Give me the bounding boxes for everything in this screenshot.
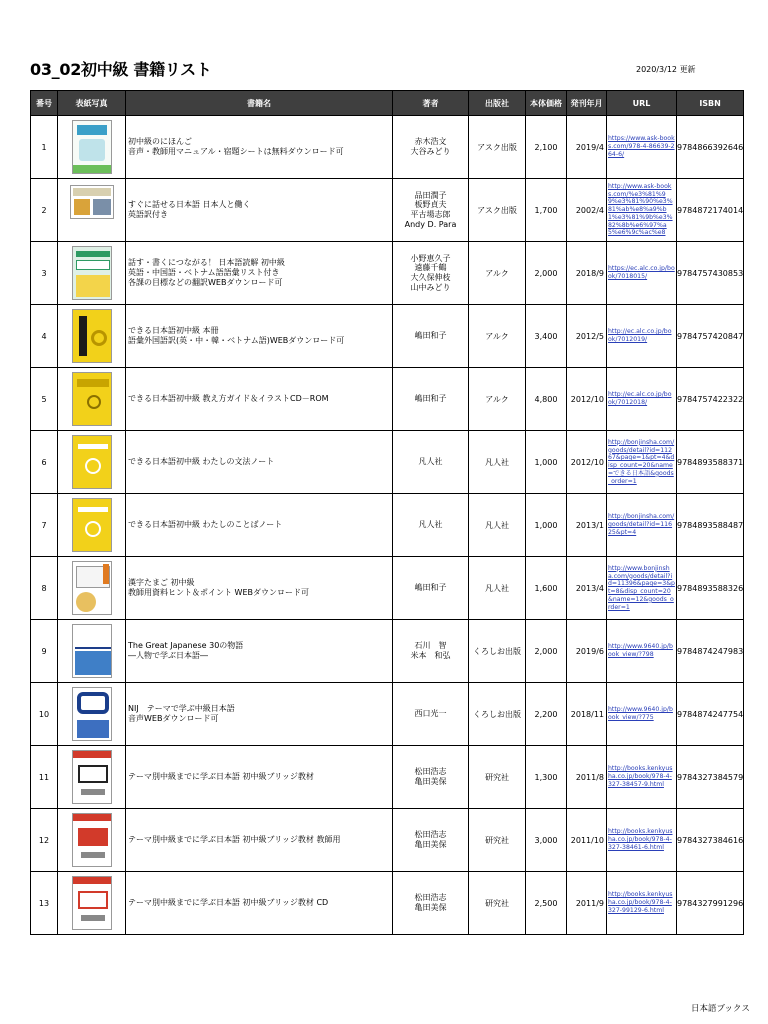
book-cover-2 — [70, 185, 114, 219]
row-number: 9 — [31, 620, 58, 683]
cover-cell — [58, 872, 126, 935]
row-number: 2 — [31, 179, 58, 242]
header-date: 発刊年月 — [567, 91, 607, 116]
row-number: 7 — [31, 494, 58, 557]
book-publisher: アルク — [469, 368, 526, 431]
book-cover-3 — [72, 246, 112, 300]
book-date: 2011/8 — [567, 746, 607, 809]
header-url: URL — [607, 91, 677, 116]
book-publisher: アスク出版 — [469, 179, 526, 242]
book-cover-13 — [72, 876, 112, 930]
book-price: 2,000 — [526, 242, 567, 305]
book-price: 1,000 — [526, 494, 567, 557]
book-date: 2018/9 — [567, 242, 607, 305]
book-isbn: 9784893588326 — [677, 557, 744, 620]
header-cover: 表紙写真 — [58, 91, 126, 116]
book-price: 3,400 — [526, 305, 567, 368]
footer-brand: 日本語ブックス — [691, 1004, 750, 1014]
cover-cell — [58, 620, 126, 683]
book-publisher: くろしお出版 — [469, 620, 526, 683]
book-cover-1 — [72, 120, 112, 174]
row-number: 12 — [31, 809, 58, 872]
table-row — [31, 620, 744, 683]
table-row — [31, 305, 744, 368]
row-number: 4 — [31, 305, 58, 368]
book-url-link[interactable]: http://bonjinsha.com/goods/detail?id=11267&page=1&pt=4&disp_count=20&name=できる日本語&goods_order=1 — [608, 438, 675, 485]
book-list-table — [30, 90, 744, 935]
book-cover-11 — [72, 750, 112, 804]
book-title: 漢字たまご 初中級 教師用資料ヒント＆ポイント WEBダウンロード可 — [126, 557, 393, 620]
book-author: 小野恵久子 遠藤千鶴 大久保伸枝 山中みどり — [393, 242, 469, 305]
book-author: 品田潤子 板野貞夫 平古場志郎 Andy D. Para — [393, 179, 469, 242]
row-number: 13 — [31, 872, 58, 935]
table-row — [31, 746, 744, 809]
table-row — [31, 683, 744, 746]
book-url-link[interactable]: http://www.bonjinsha.com/goods/detail?id=11396&page=3&pt=8&disp_count=20&name=12&goods_order=1 — [608, 564, 675, 611]
book-date: 2019/4 — [567, 116, 607, 179]
book-author: 赤木浩文 大谷みどり — [393, 116, 469, 179]
row-number: 11 — [31, 746, 58, 809]
book-publisher: 研究社 — [469, 746, 526, 809]
table-row — [31, 242, 744, 305]
book-publisher: アスク出版 — [469, 116, 526, 179]
book-cover-9 — [72, 624, 112, 678]
book-price: 4,800 — [526, 368, 567, 431]
book-date: 2018/11 — [567, 683, 607, 746]
book-title: できる日本語初中級 本冊 語彙外国語訳(英・中・韓・ベトナム語)WEBダウンロード可 — [126, 305, 393, 368]
book-price: 1,300 — [526, 746, 567, 809]
book-author: 凡人社 — [393, 431, 469, 494]
cover-cell — [58, 494, 126, 557]
url-cell — [607, 305, 677, 368]
url-cell — [607, 242, 677, 305]
book-url-link[interactable]: https://ec.alc.co.jp/book/7018015/ — [608, 265, 675, 280]
book-date: 2012/5 — [567, 305, 607, 368]
book-isbn: 9784893588371 — [677, 431, 744, 494]
book-author: 西口光一 — [393, 683, 469, 746]
cover-cell — [58, 557, 126, 620]
url-cell — [607, 494, 677, 557]
book-isbn: 9784866392646 — [677, 116, 744, 179]
book-author: 石川 智 米本 和弘 — [393, 620, 469, 683]
book-url-link[interactable]: http://books.kenkyusha.co.jp/book/978-4-327-38457-9.html — [608, 765, 673, 788]
url-cell — [607, 809, 677, 872]
table-row — [31, 431, 744, 494]
url-cell — [607, 683, 677, 746]
table-row — [31, 116, 744, 179]
book-author: 松田浩志 亀田美保 — [393, 809, 469, 872]
book-isbn: 9784893588487 — [677, 494, 744, 557]
book-title: できる日本語初中級 わたしのことばノート — [126, 494, 393, 557]
book-title: できる日本語初中級 わたしの文法ノート — [126, 431, 393, 494]
url-cell — [607, 872, 677, 935]
cover-cell — [58, 683, 126, 746]
book-publisher: アルク — [469, 305, 526, 368]
header-number: 番号 — [31, 91, 58, 116]
book-price: 1,700 — [526, 179, 567, 242]
updated-date: 2020/3/12 更新 — [636, 65, 696, 74]
table-row — [31, 179, 744, 242]
book-cover-6 — [72, 435, 112, 489]
book-url-link[interactable]: http://www.9640.jp/book_view/?798 — [608, 643, 673, 658]
book-title: テーマ別中級までに学ぶ日本語 初中級ブリッジ教材 教師用 — [126, 809, 393, 872]
book-publisher: くろしお出版 — [469, 683, 526, 746]
book-price: 2,100 — [526, 116, 567, 179]
book-cover-10 — [72, 687, 112, 741]
header-publisher: 出版社 — [469, 91, 526, 116]
page-title: 03_02初中級 書籍リスト — [30, 60, 212, 79]
table-row — [31, 557, 744, 620]
book-title: テーマ別中級までに学ぶ日本語 初中級ブリッジ教材 CD — [126, 872, 393, 935]
url-cell — [607, 431, 677, 494]
book-title: テーマ別中級までに学ぶ日本語 初中級ブリッジ教材 — [126, 746, 393, 809]
url-cell — [607, 116, 677, 179]
book-date: 2011/10 — [567, 809, 607, 872]
url-cell — [607, 620, 677, 683]
book-publisher: 研究社 — [469, 809, 526, 872]
book-author: 嶋田和子 — [393, 305, 469, 368]
book-publisher: 凡人社 — [469, 557, 526, 620]
book-title: The Great Japanese 30の物語 ―人物で学ぶ日本語― — [126, 620, 393, 683]
book-title: すぐに話せる日本語 日本人と働く 英語訳付き — [126, 179, 393, 242]
book-isbn: 9784874247754 — [677, 683, 744, 746]
book-isbn: 9784757420847 — [677, 305, 744, 368]
book-author: 松田浩志 亀田美保 — [393, 872, 469, 935]
book-publisher: 凡人社 — [469, 494, 526, 557]
book-price: 1,600 — [526, 557, 567, 620]
book-author: 凡人社 — [393, 494, 469, 557]
header-isbn: ISBN — [677, 91, 744, 116]
book-publisher: アルク — [469, 242, 526, 305]
cover-cell — [58, 305, 126, 368]
header-title: 書籍名 — [126, 91, 393, 116]
row-number: 10 — [31, 683, 58, 746]
row-number: 6 — [31, 431, 58, 494]
book-isbn: 9784757422322 — [677, 368, 744, 431]
book-date: 2013/1 — [567, 494, 607, 557]
book-author: 嶋田和子 — [393, 557, 469, 620]
book-author: 松田浩志 亀田美保 — [393, 746, 469, 809]
book-url-link[interactable]: http://ec.alc.co.jp/book/7012018/ — [608, 391, 672, 406]
book-price: 2,500 — [526, 872, 567, 935]
book-publisher: 凡人社 — [469, 431, 526, 494]
book-url-link[interactable]: http://books.kenkyusha.co.jp/book/978-4-327-38461-6.html — [608, 828, 673, 851]
url-cell — [607, 368, 677, 431]
table-row — [31, 872, 744, 935]
url-cell — [607, 746, 677, 809]
book-isbn: 9784327384579 — [677, 746, 744, 809]
book-cover-7 — [72, 498, 112, 552]
book-url-link[interactable]: http://bonjinsha.com/goods/detail?id=11625&pt=4 — [608, 513, 675, 536]
row-number: 5 — [31, 368, 58, 431]
url-cell — [607, 179, 677, 242]
book-title: できる日本語初中級 教え方ガイド＆イラストCD－ROM — [126, 368, 393, 431]
table-row — [31, 494, 744, 557]
row-number: 8 — [31, 557, 58, 620]
book-price: 2,000 — [526, 620, 567, 683]
book-date: 2012/10 — [567, 431, 607, 494]
book-isbn: 9784327991296 — [677, 872, 744, 935]
table-row — [31, 368, 744, 431]
book-title: NIJ テーマで学ぶ中級日本語 音声WEBダウンロード可 — [126, 683, 393, 746]
book-price: 3,000 — [526, 809, 567, 872]
book-isbn: 9784327384616 — [677, 809, 744, 872]
cover-cell — [58, 242, 126, 305]
book-cover-5 — [72, 372, 112, 426]
book-cover-8 — [72, 561, 112, 615]
header-price: 本体価格 — [526, 91, 567, 116]
cover-cell — [58, 431, 126, 494]
book-publisher: 研究社 — [469, 872, 526, 935]
book-isbn: 9784757430853 — [677, 242, 744, 305]
cover-cell — [58, 746, 126, 809]
cover-cell — [58, 809, 126, 872]
book-author: 嶋田和子 — [393, 368, 469, 431]
cover-cell — [58, 179, 126, 242]
table-header-row — [31, 91, 744, 116]
row-number: 3 — [31, 242, 58, 305]
header-author: 著者 — [393, 91, 469, 116]
book-date: 2013/4 — [567, 557, 607, 620]
book-url-link[interactable]: http://www.9640.jp/book_view/?775 — [608, 706, 673, 721]
book-date: 2019/6 — [567, 620, 607, 683]
book-title: 初中級のにほんご 音声・教師用マニュアル・宿題シートは無料ダウンロード可 — [126, 116, 393, 179]
book-isbn: 9784874247983 — [677, 620, 744, 683]
book-price: 2,200 — [526, 683, 567, 746]
book-price: 1,000 — [526, 431, 567, 494]
row-number: 1 — [31, 116, 58, 179]
book-date: 2002/4 — [567, 179, 607, 242]
cover-cell — [58, 368, 126, 431]
book-url-link[interactable]: http://ec.alc.co.jp/book/7012019/ — [608, 328, 672, 343]
book-url-link[interactable]: https://www.ask-books.com/978-4-86639-264-6/ — [608, 135, 675, 158]
book-cover-4 — [72, 309, 112, 363]
table-row — [31, 809, 744, 872]
book-date: 2012/10 — [567, 368, 607, 431]
cover-cell — [58, 116, 126, 179]
book-cover-12 — [72, 813, 112, 867]
book-date: 2011/9 — [567, 872, 607, 935]
book-isbn: 9784872174014 — [677, 179, 744, 242]
url-cell — [607, 557, 677, 620]
book-url-link[interactable]: http://www.ask-books.com/%e3%81%99%e3%81%90%e3%81%ab%e8%a9%b1%e3%81%9b%e3%82%8b%e6%97%a5%e6%9c%ac%e8 — [608, 182, 673, 237]
book-url-link[interactable]: http://books.kenkyusha.co.jp/book/978-4-327-99129-6.html — [608, 891, 673, 914]
book-title: 話す・書くにつながる！ 日本語読解 初中級 英語・中国語・ベトナム語語彙リスト付き 各課の目標などの翻訳WEBダウンロード可 — [126, 242, 393, 305]
